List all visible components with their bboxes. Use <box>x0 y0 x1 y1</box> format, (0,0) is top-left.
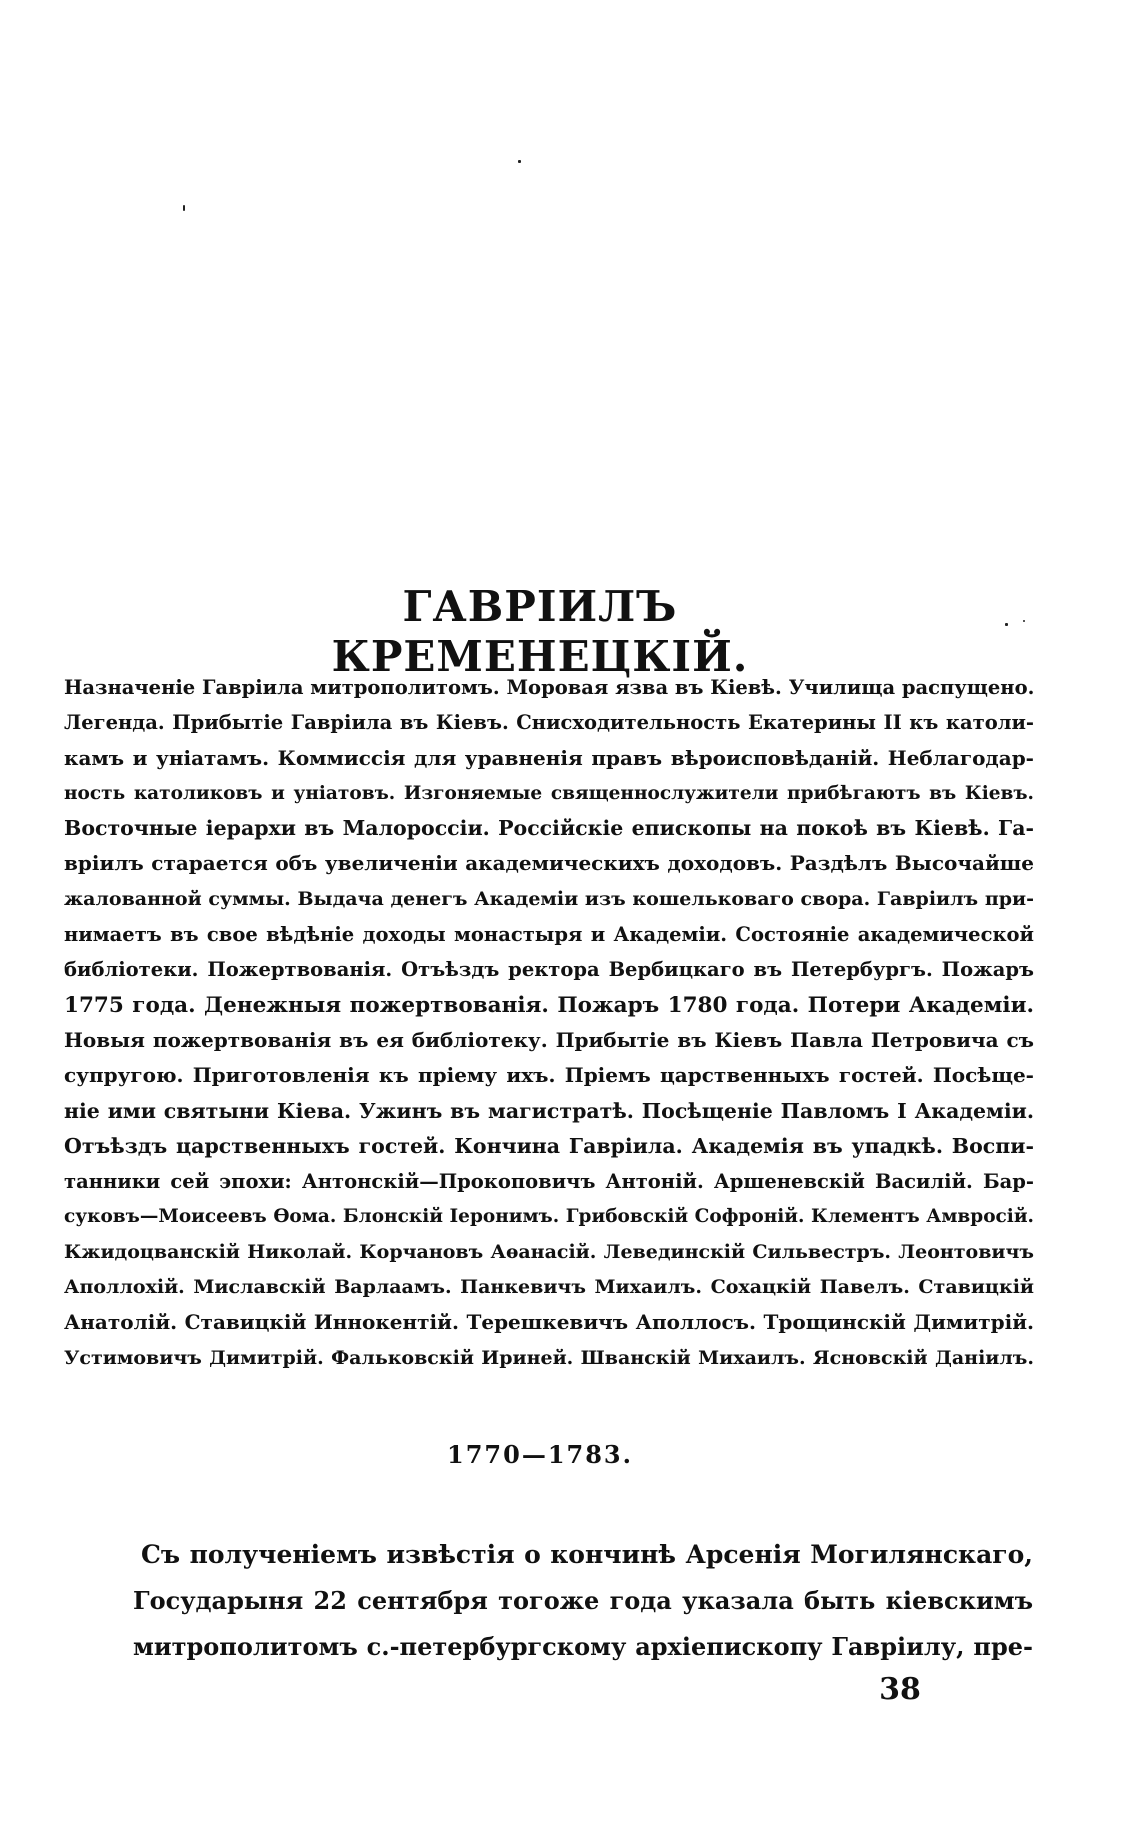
summary-line: нимаетъ въ свое вѣдѣніе доходы монастыря и Академіи. Состояніе академической <box>64 923 1034 947</box>
summary-line: жалованной суммы. Выдача денегъ Академіи изъ кошельковаго свора. Гавріилъ при- <box>64 887 1034 910</box>
summary-line: ность католиковъ и уніатовъ. Изгоняемые священнослужители прибѣгаютъ въ Кіевъ. <box>64 782 1034 804</box>
body-line: митрополитомъ с.-петербургскому архіепископу Гавріилу, пре- <box>133 1632 1033 1661</box>
summary-line: суковъ—Моисеевъ Ѳома. Блонскій Іеронимъ. Грибовскій Софроній. Клементъ Амвросій. <box>64 1206 1034 1228</box>
chapter-title: ГАВРІИЛЪ КРЕМЕНЕЦКІЙ. <box>331 582 749 681</box>
summary-line: Кжидоцванскій Николай. Корчановъ Аѳанасій. Левединскій Сильвестръ. Леонтовичъ <box>64 1240 1034 1263</box>
print-speck <box>1005 623 1008 626</box>
summary-line: Легенда. Прибытіе Гавріила въ Кіевъ. Снисходительность Екатерины II къ католи- <box>64 711 1034 735</box>
summary-line: Отъѣздъ царственныхъ гостей. Кончина Гавріила. Академія въ упадкѣ. Воспи- <box>64 1133 1034 1158</box>
summary-line: Аполлохій. Миславскій Варлаамъ. Панкевичъ Михаилъ. Сохацкій Павелъ. Ставицкій <box>64 1276 1034 1299</box>
body-line: Съ полученіемъ извѣстія о кончинѣ Арсенія Могилянскаго, <box>141 1540 1033 1569</box>
print-speck <box>183 205 185 211</box>
summary-line: 1775 года. Денежныя пожертвованія. Пожаръ 1780 года. Потери Академіи. <box>64 992 1034 1018</box>
summary-line: танники сей эпохи: Антонскій—Прокоповичъ Антоній. Аршеневскій Василій. Бар- <box>64 1170 1034 1194</box>
summary-line: Назначеніе Гавріила митрополитомъ. Моровая язва въ Кіевѣ. Училища распущено. <box>64 676 1035 699</box>
summary-line: Устимовичъ Димитрій. Фальковскій Ириней. Шванскій Михаилъ. Ясновскій Даніилъ. <box>64 1346 1034 1369</box>
summary-line: библіотеки. Пожертвованія. Отъѣздъ ректора Вербицкаго въ Петербургъ. Пожаръ <box>64 958 1034 982</box>
summary-line: ніе ими святыни Кіева. Ужинъ въ магистратѣ. Посѣщеніе Павломъ I Академіи. <box>64 1098 1034 1123</box>
date-range: 1770—1783. <box>447 1440 633 1469</box>
summary-line: камъ и уніатамъ. Коммиссія для уравненія правъ вѣроисповѣданій. Неблагодар- <box>64 745 1034 770</box>
chapter-summary <box>64 670 1034 1376</box>
body-line: Государыня 22 сентября тогоже года указала быть кіевскимъ <box>133 1586 1033 1615</box>
summary-line: супругою. Приготовленія къ пріему ихъ. Пріемъ царственныхъ гостей. Посѣще- <box>64 1063 1034 1088</box>
summary-line: вріилъ старается объ увеличеніи академическихъ доходовъ. Раздѣлъ Высочайше <box>64 851 1034 876</box>
print-speck <box>1023 620 1025 622</box>
summary-line: Новыя пожертвованія въ ея библіотеку. Прибытіе въ Кіевъ Павла Петровича съ <box>64 1027 1034 1052</box>
summary-line: Анатолій. Ставицкій Иннокентій. Терешкевичъ Аполлосъ. Трощинскій Димитрій. <box>64 1310 1034 1335</box>
page-number: 38 <box>879 1672 921 1707</box>
print-speck <box>518 160 521 163</box>
summary-line: Восточные іерархи въ Малороссіи. Россійскіе епископы на покоѣ въ Кіевѣ. Га- <box>64 816 1034 841</box>
body-paragraph <box>133 1532 1033 1670</box>
